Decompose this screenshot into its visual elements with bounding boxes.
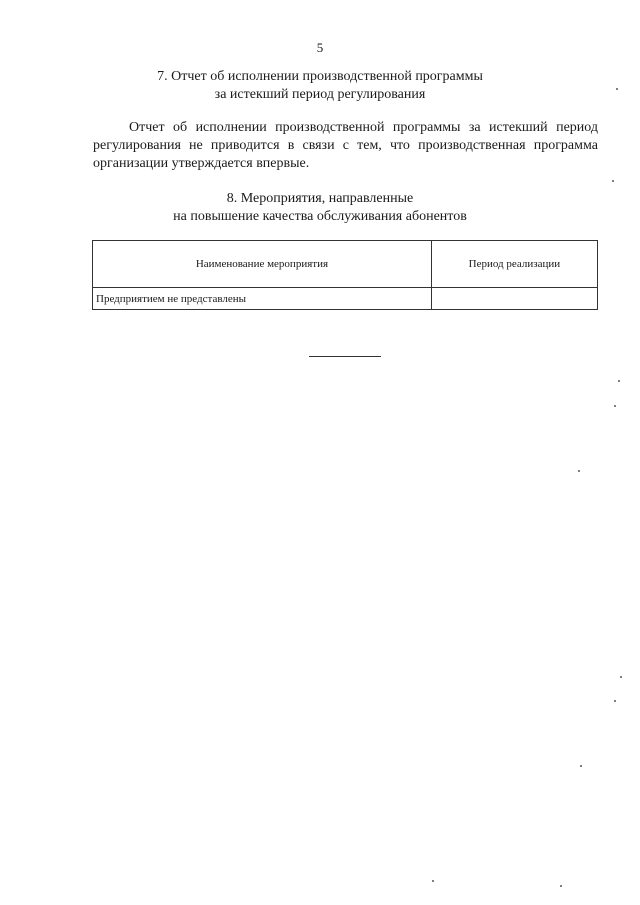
section-8-title-line-1: 8. Мероприятия, направленные [226, 191, 414, 206]
scan-speck [620, 676, 622, 678]
section-7-heading [0, 68, 640, 104]
section-8-heading [0, 190, 640, 226]
column-header-name: Наименование мероприятия [93, 241, 432, 288]
scan-speck [618, 380, 620, 382]
scan-speck [432, 880, 434, 882]
end-of-text-rule [309, 356, 381, 357]
page-number: 5 [316, 40, 324, 55]
section-7-title-line-1: 7. Отчет об исполнении производственной программы [157, 69, 483, 84]
scan-speck [612, 180, 614, 182]
table-header-row [93, 241, 598, 288]
scan-speck [614, 700, 616, 702]
scan-speck [614, 405, 616, 407]
table-row [93, 288, 598, 310]
scan-speck [578, 470, 580, 472]
column-header-period: Период реализации [431, 241, 597, 288]
scan-speck [616, 88, 618, 90]
events-table [92, 240, 598, 310]
section-7-paragraph: Отчет об исполнении производственной программы за истекший период регулирования не приводится в связи с тем, что производственная программа организации утверждается впервые. [93, 120, 598, 171]
scan-speck [580, 765, 582, 767]
table-cell-name: Предприятием не представлены [93, 288, 432, 310]
section-8-title-line-2: на повышение качества обслуживания абонентов [173, 209, 467, 224]
section-7-title-line-2: за истекший период регулирования [214, 87, 426, 102]
table-cell-period [431, 288, 597, 310]
scan-speck [560, 885, 562, 887]
